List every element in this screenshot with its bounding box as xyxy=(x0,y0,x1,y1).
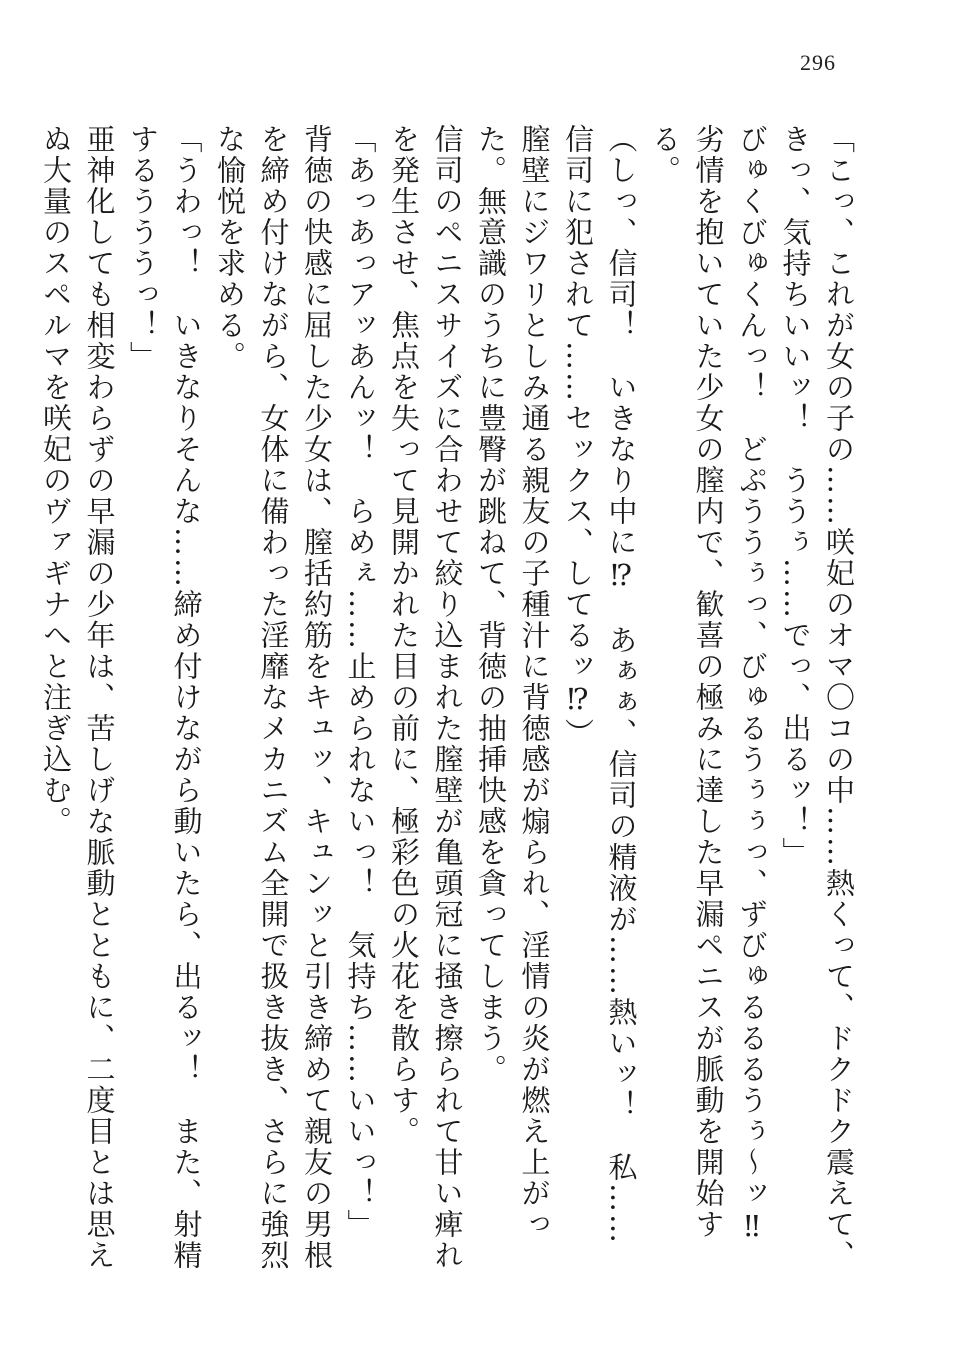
paragraph: 「あっあっアッあんッ！ らめぇ……止められないっ！ 気持ち……いいっ！」 xyxy=(343,124,378,1240)
paragraph: 劣情を抱いていた少女の膣内で、歓喜の極みに達した早漏ペニスが脈動を開始する。 xyxy=(648,124,726,1240)
paragraph: 信司のペニスサイズに合わせて絞り込まれた膣壁が亀頭冠に掻き擦られて甘い痺れを発生させ、焦点を失って見開かれた目の前に、極彩色の火花を散らす。 xyxy=(387,124,465,1271)
paragraph: 「こっ、これが女の子の……咲妃のオマ〇コの中……熱くって、ドクドク震えて、きっ、気持ちいいッ！ ううぅ……でっ、出るッ！」 xyxy=(778,124,856,1271)
page-number: 296 xyxy=(800,50,836,75)
paragraph: 「うわっ！ いきなりそんな……締め付けながら動いたら、出るッ！ また、射精するうううっ！」 xyxy=(126,124,204,1271)
body-text xyxy=(39,124,860,1274)
paragraph: 膣壁にジワリとしみ通る親友の子種汁に背徳感が煽られ、淫情の炎が燃え上がった。無意識のうちに豊臀が跳ねて、背徳の抽挿快感を貪ってしまう。 xyxy=(474,124,552,1240)
paragraph: 背徳の快感に屈した少女は、膣括約筋をキュッ、キュンッと引き締めて親友の男根を締め付けながら、女体に備わった淫靡なメカニズム全開で扱き抜き、さらに強烈な愉悦を求める。 xyxy=(213,124,334,1271)
paragraph: びゅくびゅくんっ！ どぷううぅっ、びゅるうぅぅっ、ずびゅるるるうぅ〜ッ‼ xyxy=(735,124,769,1245)
paragraph: 亜神化しても相変わらずの早漏の少年は、苦しげな脈動とともに、二度目とは思えぬ大量のスペルマを咲妃のヴァギナへと注ぎ込む。 xyxy=(39,124,117,1271)
paragraph: （しっ、信司！ いきなり中に⁉ あぁぁ、信司の精液が……熱いッ！ 私……信司に犯されて……セックス、してるッ⁉） xyxy=(561,124,639,1245)
